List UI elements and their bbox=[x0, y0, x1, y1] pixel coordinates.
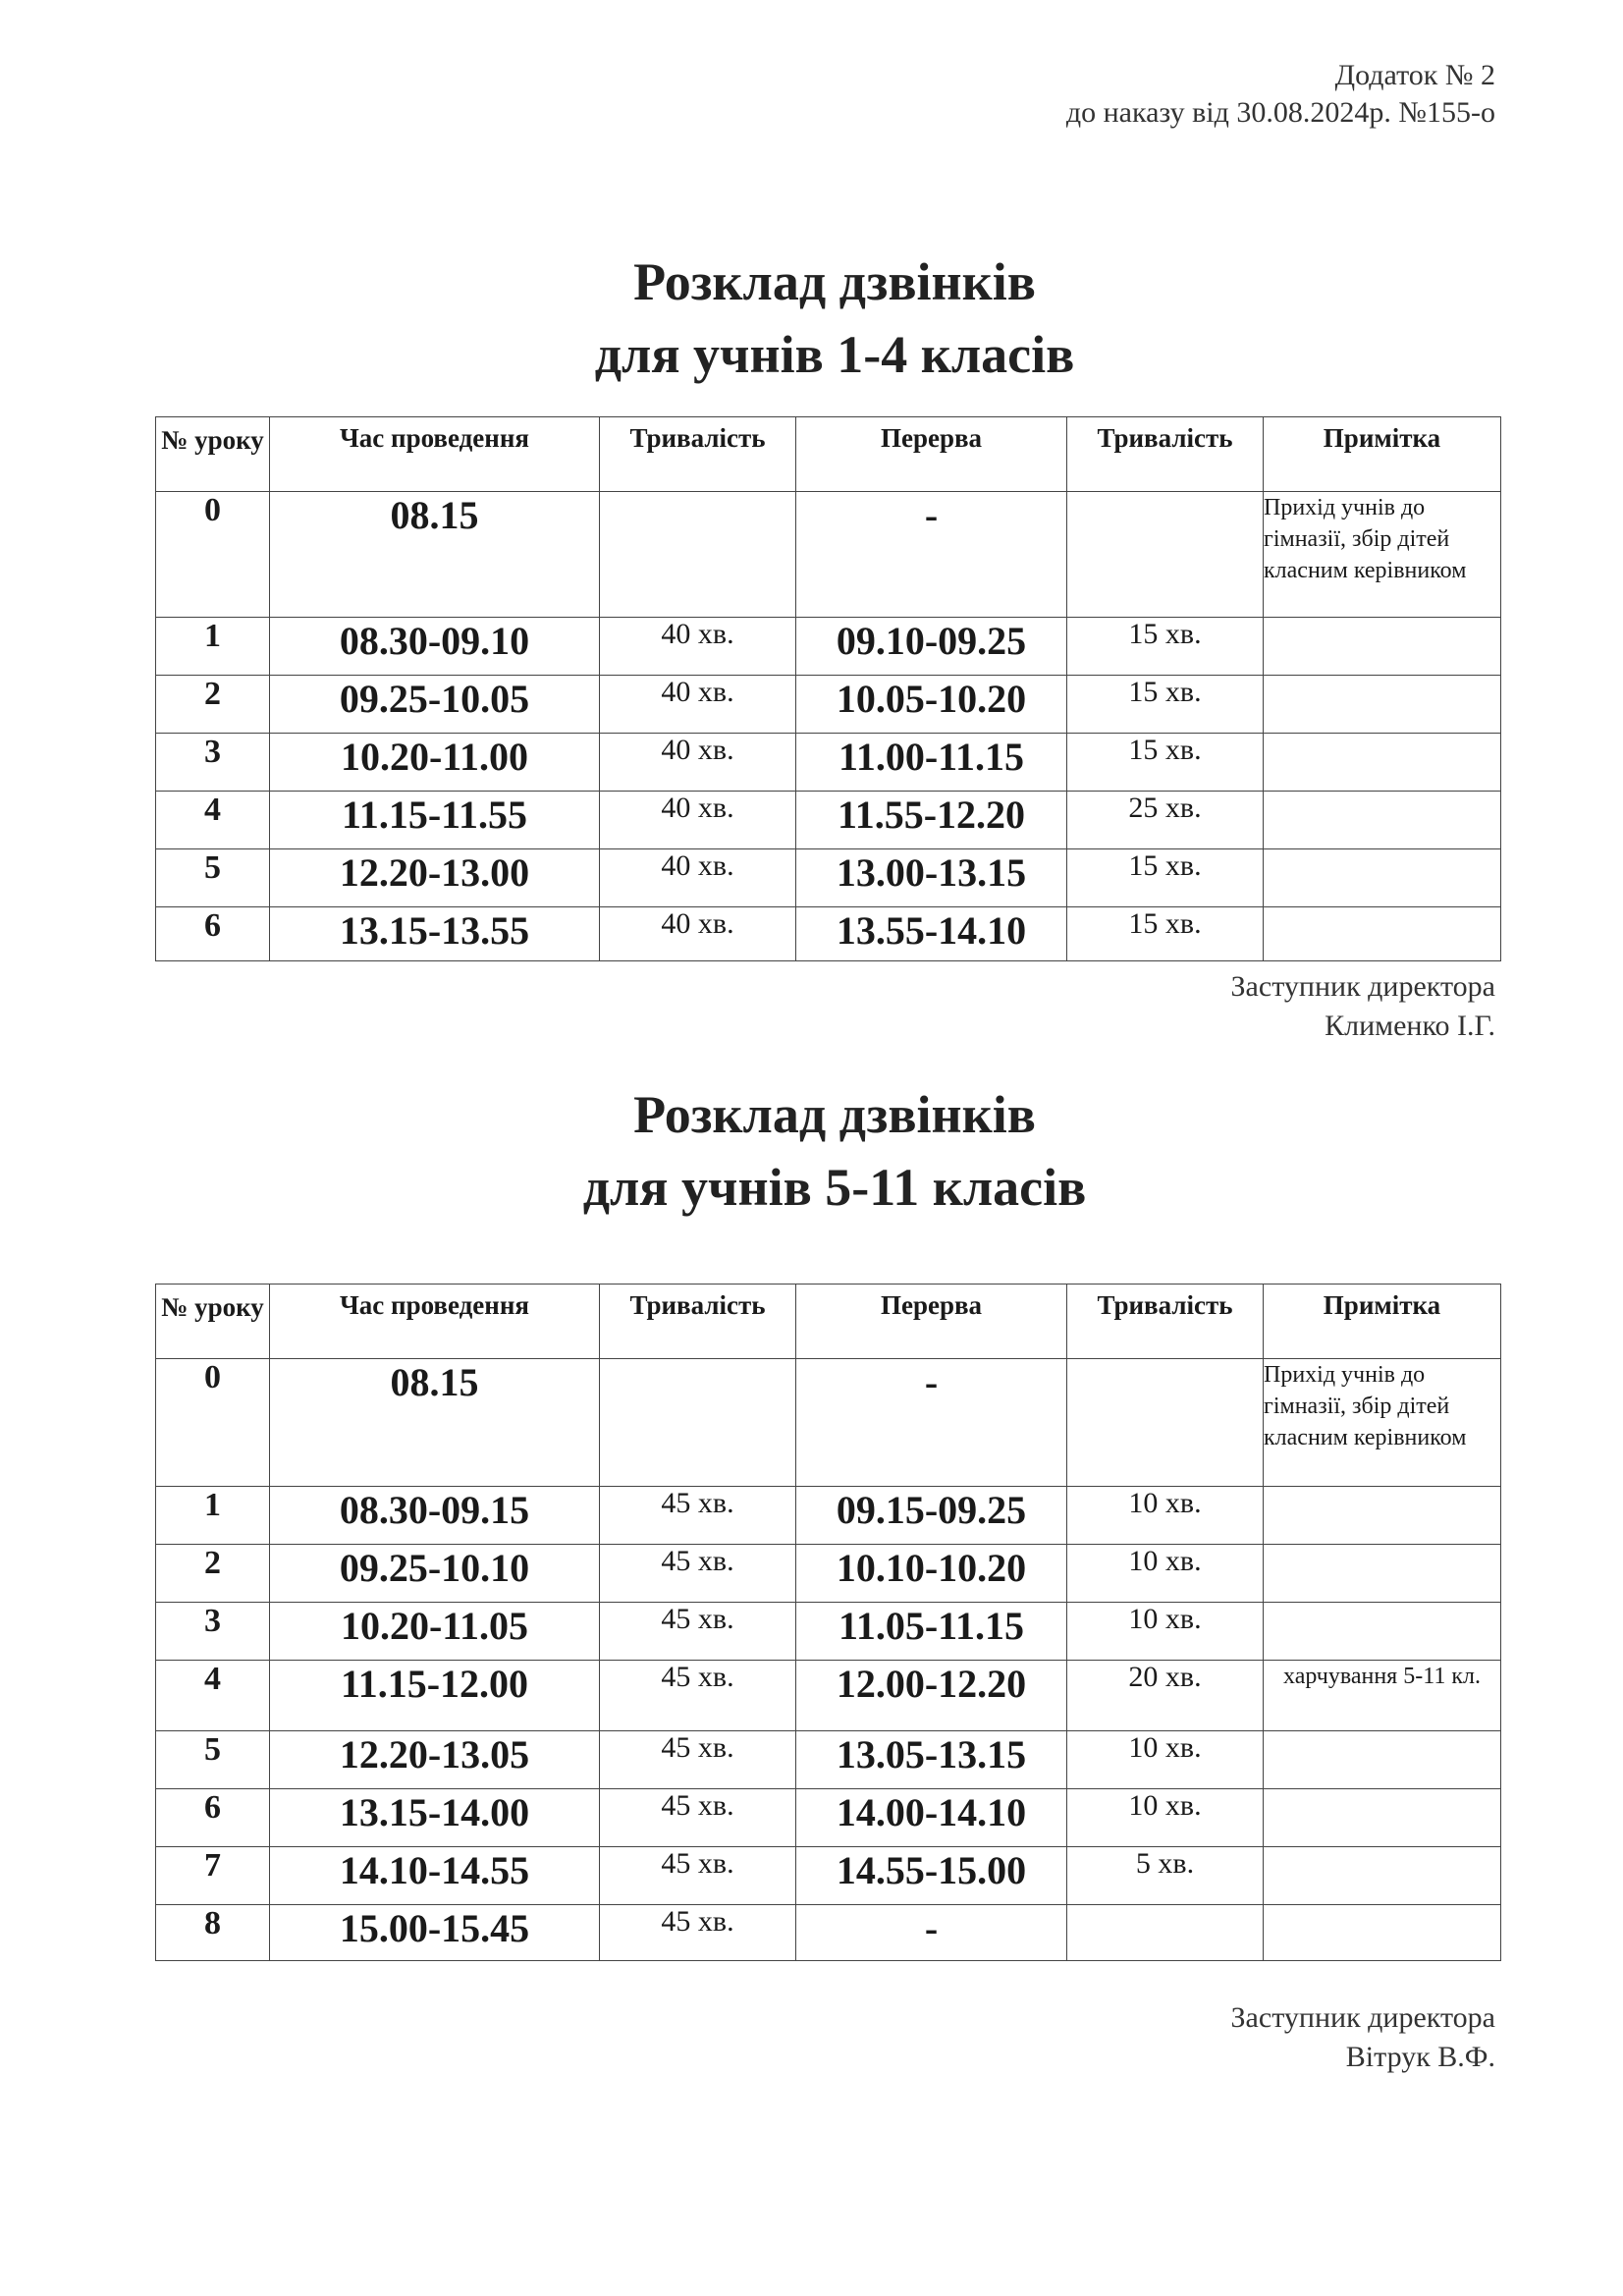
col-header-time: Час проведення bbox=[270, 417, 600, 492]
schedule2-title-line1: Розклад дзвінків bbox=[633, 1085, 1036, 1144]
lesson-time-cell: 08.30-09.10 bbox=[270, 618, 600, 676]
lesson-time-cell: 13.15-13.55 bbox=[270, 907, 600, 961]
lesson-number-cell: 3 bbox=[156, 1603, 270, 1661]
col-header-lesson-number: № уроку bbox=[156, 1285, 270, 1359]
break-duration-cell bbox=[1067, 492, 1264, 618]
col-header-break: Перерва bbox=[796, 1285, 1067, 1359]
break-duration-cell: 15 хв. bbox=[1067, 907, 1264, 961]
lesson-duration-cell: 40 хв. bbox=[600, 734, 796, 792]
note-cell bbox=[1264, 1789, 1501, 1847]
note-cell bbox=[1264, 1545, 1501, 1603]
break-time-cell: 13.00-13.15 bbox=[796, 849, 1067, 907]
schedule1-title-line2: для учнів 1-4 класів bbox=[594, 325, 1075, 384]
break-duration-cell: 10 хв. bbox=[1067, 1487, 1264, 1545]
lesson-duration-cell: 45 хв. bbox=[600, 1603, 796, 1661]
break-time-cell: 11.00-11.15 bbox=[796, 734, 1067, 792]
lesson-number-cell: 4 bbox=[156, 1661, 270, 1731]
lesson-duration-cell: 45 хв. bbox=[600, 1789, 796, 1847]
break-duration-cell: 10 хв. bbox=[1067, 1545, 1264, 1603]
lesson-time-cell: 10.20-11.05 bbox=[270, 1603, 600, 1661]
lesson-time-cell: 09.25-10.05 bbox=[270, 676, 600, 734]
appendix-header bbox=[1066, 57, 1495, 132]
break-time-cell: 13.05-13.15 bbox=[796, 1731, 1067, 1789]
break-time-cell: - bbox=[796, 1905, 1067, 1961]
table-row bbox=[156, 907, 1501, 961]
break-time-cell: 12.00-12.20 bbox=[796, 1661, 1067, 1731]
lesson-time-cell: 15.00-15.45 bbox=[270, 1905, 600, 1961]
lesson-number-cell: 7 bbox=[156, 1847, 270, 1905]
break-duration-cell: 20 хв. bbox=[1067, 1661, 1264, 1731]
col-header-note: Примітка bbox=[1264, 417, 1501, 492]
table-row bbox=[156, 1789, 1501, 1847]
break-duration-cell bbox=[1067, 1359, 1264, 1487]
note-cell bbox=[1264, 1487, 1501, 1545]
note-cell bbox=[1264, 849, 1501, 907]
schedule1-signature-role: Заступник директора bbox=[1230, 970, 1495, 1003]
break-duration-cell: 10 хв. bbox=[1067, 1603, 1264, 1661]
lesson-duration-cell: 40 хв. bbox=[600, 907, 796, 961]
note-cell bbox=[1264, 734, 1501, 792]
lesson-time-cell: 12.20-13.05 bbox=[270, 1731, 600, 1789]
break-time-cell: 11.05-11.15 bbox=[796, 1603, 1067, 1661]
break-duration-cell: 10 хв. bbox=[1067, 1731, 1264, 1789]
table-row bbox=[156, 1731, 1501, 1789]
schedule2-header-row bbox=[156, 1285, 1501, 1359]
lesson-time-cell: 12.20-13.00 bbox=[270, 849, 600, 907]
lesson-duration-cell bbox=[600, 1359, 796, 1487]
table-row bbox=[156, 1487, 1501, 1545]
break-time-cell: - bbox=[796, 492, 1067, 618]
lesson-number-cell: 1 bbox=[156, 1487, 270, 1545]
lesson-number-cell: 3 bbox=[156, 734, 270, 792]
break-time-cell: 13.55-14.10 bbox=[796, 907, 1067, 961]
schedule1-header-row bbox=[156, 417, 1501, 492]
lesson-number-cell: 2 bbox=[156, 1545, 270, 1603]
table-row bbox=[156, 1603, 1501, 1661]
table-row bbox=[156, 1905, 1501, 1961]
appendix-line1: Додаток № 2 bbox=[1334, 59, 1495, 91]
break-duration-cell: 15 хв. bbox=[1067, 618, 1264, 676]
break-time-cell: 10.05-10.20 bbox=[796, 676, 1067, 734]
break-duration-cell: 5 хв. bbox=[1067, 1847, 1264, 1905]
col-header-time: Час проведення bbox=[270, 1285, 600, 1359]
schedule1-signature bbox=[1231, 967, 1495, 1046]
lesson-time-cell: 11.15-12.00 bbox=[270, 1661, 600, 1731]
lesson-duration-cell: 40 хв. bbox=[600, 792, 796, 849]
note-cell bbox=[1264, 907, 1501, 961]
lesson-duration-cell bbox=[600, 492, 796, 618]
schedule2-table bbox=[155, 1284, 1501, 1961]
lesson-number-cell: 0 bbox=[156, 1359, 270, 1487]
note-cell bbox=[1264, 1731, 1501, 1789]
lesson-duration-cell: 40 хв. bbox=[600, 618, 796, 676]
note-cell bbox=[1264, 1847, 1501, 1905]
lesson-number-cell: 5 bbox=[156, 849, 270, 907]
schedule2-title bbox=[0, 1078, 1623, 1224]
appendix-line2: до наказу від 30.08.2024р. №155-о bbox=[1065, 96, 1495, 129]
col-header-break-duration: Тривалість bbox=[1067, 417, 1264, 492]
note-cell bbox=[1264, 1603, 1501, 1661]
lesson-time-cell: 14.10-14.55 bbox=[270, 1847, 600, 1905]
note-cell bbox=[1264, 1905, 1501, 1961]
lesson-duration-cell: 40 хв. bbox=[600, 849, 796, 907]
table-row bbox=[156, 492, 1501, 618]
schedule2-signature bbox=[1231, 1998, 1495, 2077]
note-cell bbox=[1264, 792, 1501, 849]
lesson-number-cell: 4 bbox=[156, 792, 270, 849]
lesson-time-cell: 10.20-11.00 bbox=[270, 734, 600, 792]
table-row bbox=[156, 792, 1501, 849]
break-time-cell: 14.55-15.00 bbox=[796, 1847, 1067, 1905]
schedule2-body bbox=[156, 1359, 1501, 1961]
schedule2-signature-name: Вітрук В.Ф. bbox=[1345, 2041, 1495, 2073]
break-duration-cell: 15 хв. bbox=[1067, 676, 1264, 734]
break-time-cell: 09.10-09.25 bbox=[796, 618, 1067, 676]
col-header-duration: Тривалість bbox=[600, 1285, 796, 1359]
schedule1-table bbox=[155, 416, 1501, 961]
note-cell bbox=[1264, 618, 1501, 676]
lesson-duration-cell: 45 хв. bbox=[600, 1545, 796, 1603]
table-row bbox=[156, 1661, 1501, 1731]
note-cell: Прихід учнів до гімназії, збір дітей класним керівником bbox=[1264, 1359, 1501, 1487]
lesson-number-cell: 2 bbox=[156, 676, 270, 734]
table-row bbox=[156, 1545, 1501, 1603]
table-row bbox=[156, 618, 1501, 676]
lesson-duration-cell: 45 хв. bbox=[600, 1731, 796, 1789]
lesson-number-cell: 8 bbox=[156, 1905, 270, 1961]
lesson-duration-cell: 45 хв. bbox=[600, 1847, 796, 1905]
lesson-time-cell: 08.30-09.15 bbox=[270, 1487, 600, 1545]
lesson-duration-cell: 45 хв. bbox=[600, 1905, 796, 1961]
col-header-lesson-number: № уроку bbox=[156, 417, 270, 492]
table-row bbox=[156, 1847, 1501, 1905]
lesson-duration-cell: 40 хв. bbox=[600, 676, 796, 734]
lesson-number-cell: 6 bbox=[156, 907, 270, 961]
table-row bbox=[156, 849, 1501, 907]
lesson-number-cell: 1 bbox=[156, 618, 270, 676]
break-time-cell: 09.15-09.25 bbox=[796, 1487, 1067, 1545]
note-cell bbox=[1264, 676, 1501, 734]
break-duration-cell: 25 хв. bbox=[1067, 792, 1264, 849]
break-duration-cell: 15 хв. bbox=[1067, 734, 1264, 792]
break-duration-cell bbox=[1067, 1905, 1264, 1961]
table-row bbox=[156, 676, 1501, 734]
schedule1-signature-name: Клименко І.Г. bbox=[1325, 1010, 1495, 1042]
lesson-time-cell: 08.15 bbox=[270, 1359, 600, 1487]
lesson-duration-cell: 45 хв. bbox=[600, 1487, 796, 1545]
lesson-time-cell: 13.15-14.00 bbox=[270, 1789, 600, 1847]
lesson-number-cell: 6 bbox=[156, 1789, 270, 1847]
col-header-break: Перерва bbox=[796, 417, 1067, 492]
note-cell: Прихід учнів до гімназії, збір дітей класним керівником bbox=[1264, 492, 1501, 618]
break-duration-cell: 15 хв. bbox=[1067, 849, 1264, 907]
lesson-number-cell: 0 bbox=[156, 492, 270, 618]
note-cell: харчування 5-11 кл. bbox=[1264, 1661, 1501, 1731]
break-time-cell: 11.55-12.20 bbox=[796, 792, 1067, 849]
lesson-time-cell: 11.15-11.55 bbox=[270, 792, 600, 849]
col-header-break-duration: Тривалість bbox=[1067, 1285, 1264, 1359]
break-time-cell: 10.10-10.20 bbox=[796, 1545, 1067, 1603]
lesson-duration-cell: 45 хв. bbox=[600, 1661, 796, 1731]
col-header-note: Примітка bbox=[1264, 1285, 1501, 1359]
schedule1-title-line1: Розклад дзвінків bbox=[633, 252, 1036, 311]
lesson-time-cell: 09.25-10.10 bbox=[270, 1545, 600, 1603]
schedule1-body bbox=[156, 492, 1501, 961]
col-header-duration: Тривалість bbox=[600, 417, 796, 492]
break-time-cell: - bbox=[796, 1359, 1067, 1487]
table-row bbox=[156, 1359, 1501, 1487]
schedule1-title bbox=[0, 246, 1623, 391]
table-row bbox=[156, 734, 1501, 792]
lesson-number-cell: 5 bbox=[156, 1731, 270, 1789]
break-duration-cell: 10 хв. bbox=[1067, 1789, 1264, 1847]
schedule2-signature-role: Заступник директора bbox=[1230, 2001, 1495, 2034]
break-time-cell: 14.00-14.10 bbox=[796, 1789, 1067, 1847]
schedule2-title-line2: для учнів 5-11 класів bbox=[582, 1158, 1087, 1217]
lesson-time-cell: 08.15 bbox=[270, 492, 600, 618]
